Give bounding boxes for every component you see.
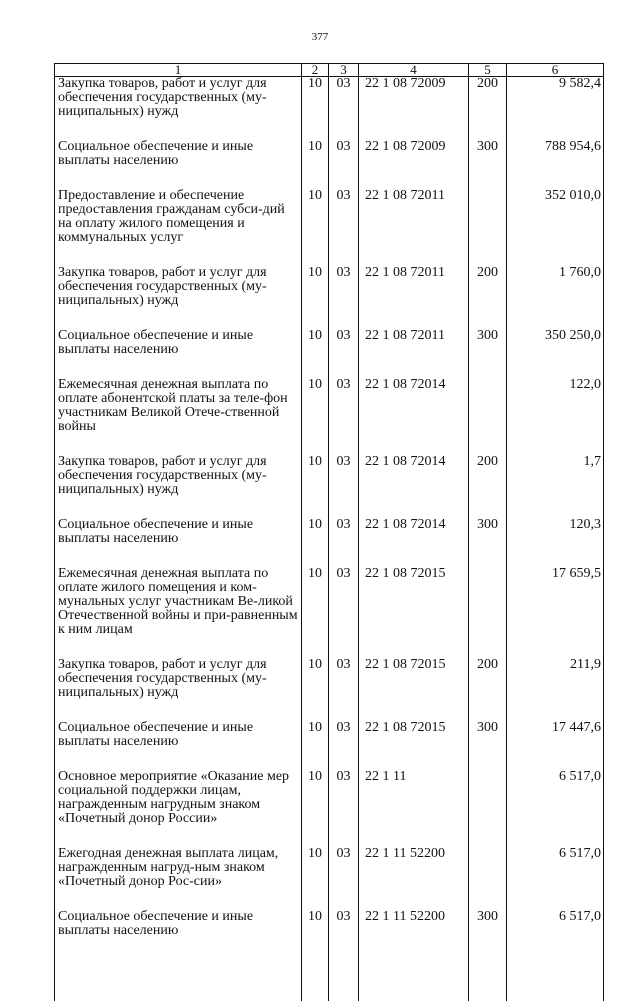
row-section-code: 10 bbox=[302, 189, 329, 266]
row-section-code: 10 bbox=[302, 910, 329, 959]
row-expense-type bbox=[469, 378, 507, 455]
row-expense-type: 300 bbox=[469, 518, 507, 567]
row-section-code: 10 bbox=[302, 770, 329, 847]
row-section-code: 10 bbox=[302, 658, 329, 721]
row-amount: 122,0 bbox=[507, 378, 604, 455]
row-subsection-code: 03 bbox=[329, 721, 359, 770]
row-description: Социальное обеспечение и иные выплаты населению bbox=[55, 910, 302, 959]
row-target-code: 22 1 11 bbox=[359, 770, 469, 847]
row-description: Закупка товаров, работ и услуг для обеспечения государственных (му-ниципальных) нужд bbox=[55, 266, 302, 329]
row-target-code: 22 1 08 72014 bbox=[359, 518, 469, 567]
table-row bbox=[55, 329, 604, 378]
row-subsection-code: 03 bbox=[329, 658, 359, 721]
empty-cell bbox=[359, 959, 469, 1001]
row-expense-type: 300 bbox=[469, 329, 507, 378]
table-row bbox=[55, 658, 604, 721]
row-target-code: 22 1 08 72014 bbox=[359, 378, 469, 455]
table-row bbox=[55, 189, 604, 266]
row-subsection-code: 03 bbox=[329, 378, 359, 455]
row-subsection-code: 03 bbox=[329, 266, 359, 329]
table-row bbox=[55, 140, 604, 189]
table-row bbox=[55, 77, 604, 141]
row-expense-type: 300 bbox=[469, 910, 507, 959]
row-target-code: 22 1 08 72015 bbox=[359, 721, 469, 770]
row-section-code: 10 bbox=[302, 140, 329, 189]
table-row bbox=[55, 910, 604, 959]
row-expense-type: 200 bbox=[469, 658, 507, 721]
row-description: Ежемесячная денежная выплата по оплате абонентской платы за теле-фон участникам Великой Отече-ственной войны bbox=[55, 378, 302, 455]
row-expense-type: 200 bbox=[469, 77, 507, 141]
row-section-code: 10 bbox=[302, 567, 329, 658]
row-expense-type bbox=[469, 847, 507, 910]
row-subsection-code: 03 bbox=[329, 77, 359, 141]
row-expense-type bbox=[469, 189, 507, 266]
row-description: Социальное обеспечение и иные выплаты населению bbox=[55, 721, 302, 770]
table-row bbox=[55, 518, 604, 567]
row-amount: 6 517,0 bbox=[507, 910, 604, 959]
row-target-code: 22 1 08 72015 bbox=[359, 567, 469, 658]
empty-cell bbox=[55, 959, 302, 1001]
row-amount: 6 517,0 bbox=[507, 847, 604, 910]
table-spacer-row bbox=[55, 959, 604, 1001]
row-target-code: 22 1 08 72014 bbox=[359, 455, 469, 518]
row-subsection-code: 03 bbox=[329, 770, 359, 847]
row-amount: 17 659,5 bbox=[507, 567, 604, 658]
row-subsection-code: 03 bbox=[329, 189, 359, 266]
row-amount: 120,3 bbox=[507, 518, 604, 567]
row-description: Социальное обеспечение и иные выплаты населению bbox=[55, 329, 302, 378]
row-expense-type bbox=[469, 567, 507, 658]
row-section-code: 10 bbox=[302, 266, 329, 329]
row-amount: 350 250,0 bbox=[507, 329, 604, 378]
row-target-code: 22 1 08 72009 bbox=[359, 77, 469, 141]
page-number: 377 bbox=[0, 31, 640, 43]
empty-cell bbox=[329, 959, 359, 1001]
column-header-1: 1 bbox=[55, 64, 302, 77]
row-expense-type: 200 bbox=[469, 266, 507, 329]
row-target-code: 22 1 11 52200 bbox=[359, 847, 469, 910]
table-header-row bbox=[55, 64, 604, 77]
row-amount: 17 447,6 bbox=[507, 721, 604, 770]
row-description: Закупка товаров, работ и услуг для обеспечения государственных (му-ниципальных) нужд bbox=[55, 77, 302, 141]
row-description: Ежемесячная денежная выплата по оплате жилого помещения и ком-мунальных услуг участникам Ве-ликой Отечественной войны и при-равненным к ним лицам bbox=[55, 567, 302, 658]
column-header-5: 5 bbox=[469, 64, 507, 77]
row-section-code: 10 bbox=[302, 721, 329, 770]
row-description: Закупка товаров, работ и услуг для обеспечения государственных (му-ниципальных) нужд bbox=[55, 658, 302, 721]
row-target-code: 22 1 08 72011 bbox=[359, 189, 469, 266]
row-target-code: 22 1 08 72015 bbox=[359, 658, 469, 721]
row-description: Закупка товаров, работ и услуг для обеспечения государственных (му-ниципальных) нужд bbox=[55, 455, 302, 518]
table-row bbox=[55, 378, 604, 455]
row-section-code: 10 bbox=[302, 329, 329, 378]
table-row bbox=[55, 455, 604, 518]
row-expense-type bbox=[469, 770, 507, 847]
budget-table bbox=[54, 63, 604, 1001]
row-section-code: 10 bbox=[302, 518, 329, 567]
table-row bbox=[55, 567, 604, 658]
column-header-2: 2 bbox=[302, 64, 329, 77]
empty-cell bbox=[302, 959, 329, 1001]
table-row bbox=[55, 847, 604, 910]
column-header-3: 3 bbox=[329, 64, 359, 77]
row-section-code: 10 bbox=[302, 77, 329, 141]
row-target-code: 22 1 11 52200 bbox=[359, 910, 469, 959]
empty-cell bbox=[507, 959, 604, 1001]
row-description: Основное мероприятие «Оказание мер социальной поддержки лицам, награжденным нагрудным знаком «Почетный донор России» bbox=[55, 770, 302, 847]
table-row bbox=[55, 266, 604, 329]
row-amount: 211,9 bbox=[507, 658, 604, 721]
row-amount: 788 954,6 bbox=[507, 140, 604, 189]
row-description: Социальное обеспечение и иные выплаты населению bbox=[55, 140, 302, 189]
row-subsection-code: 03 bbox=[329, 567, 359, 658]
row-amount: 1,7 bbox=[507, 455, 604, 518]
row-target-code: 22 1 08 72011 bbox=[359, 266, 469, 329]
row-subsection-code: 03 bbox=[329, 329, 359, 378]
row-subsection-code: 03 bbox=[329, 140, 359, 189]
row-target-code: 22 1 08 72011 bbox=[359, 329, 469, 378]
row-section-code: 10 bbox=[302, 455, 329, 518]
table-body bbox=[55, 77, 604, 1001]
column-header-6: 6 bbox=[507, 64, 604, 77]
row-amount: 352 010,0 bbox=[507, 189, 604, 266]
row-section-code: 10 bbox=[302, 847, 329, 910]
row-expense-type: 300 bbox=[469, 140, 507, 189]
table-row bbox=[55, 770, 604, 847]
row-subsection-code: 03 bbox=[329, 910, 359, 959]
row-subsection-code: 03 bbox=[329, 847, 359, 910]
row-amount: 9 582,4 bbox=[507, 77, 604, 141]
row-description: Предоставление и обеспечение предоставления гражданам субси-дий на оплату жилого помещения и коммунальных услуг bbox=[55, 189, 302, 266]
empty-cell bbox=[469, 959, 507, 1001]
column-header-4: 4 bbox=[359, 64, 469, 77]
row-description: Социальное обеспечение и иные выплаты населению bbox=[55, 518, 302, 567]
table-row bbox=[55, 721, 604, 770]
row-section-code: 10 bbox=[302, 378, 329, 455]
row-subsection-code: 03 bbox=[329, 455, 359, 518]
row-amount: 1 760,0 bbox=[507, 266, 604, 329]
row-amount: 6 517,0 bbox=[507, 770, 604, 847]
row-expense-type: 200 bbox=[469, 455, 507, 518]
row-subsection-code: 03 bbox=[329, 518, 359, 567]
row-description: Ежегодная денежная выплата лицам, награжденным нагруд-ным знаком «Почетный донор Рос-сии» bbox=[55, 847, 302, 910]
row-expense-type: 300 bbox=[469, 721, 507, 770]
row-target-code: 22 1 08 72009 bbox=[359, 140, 469, 189]
